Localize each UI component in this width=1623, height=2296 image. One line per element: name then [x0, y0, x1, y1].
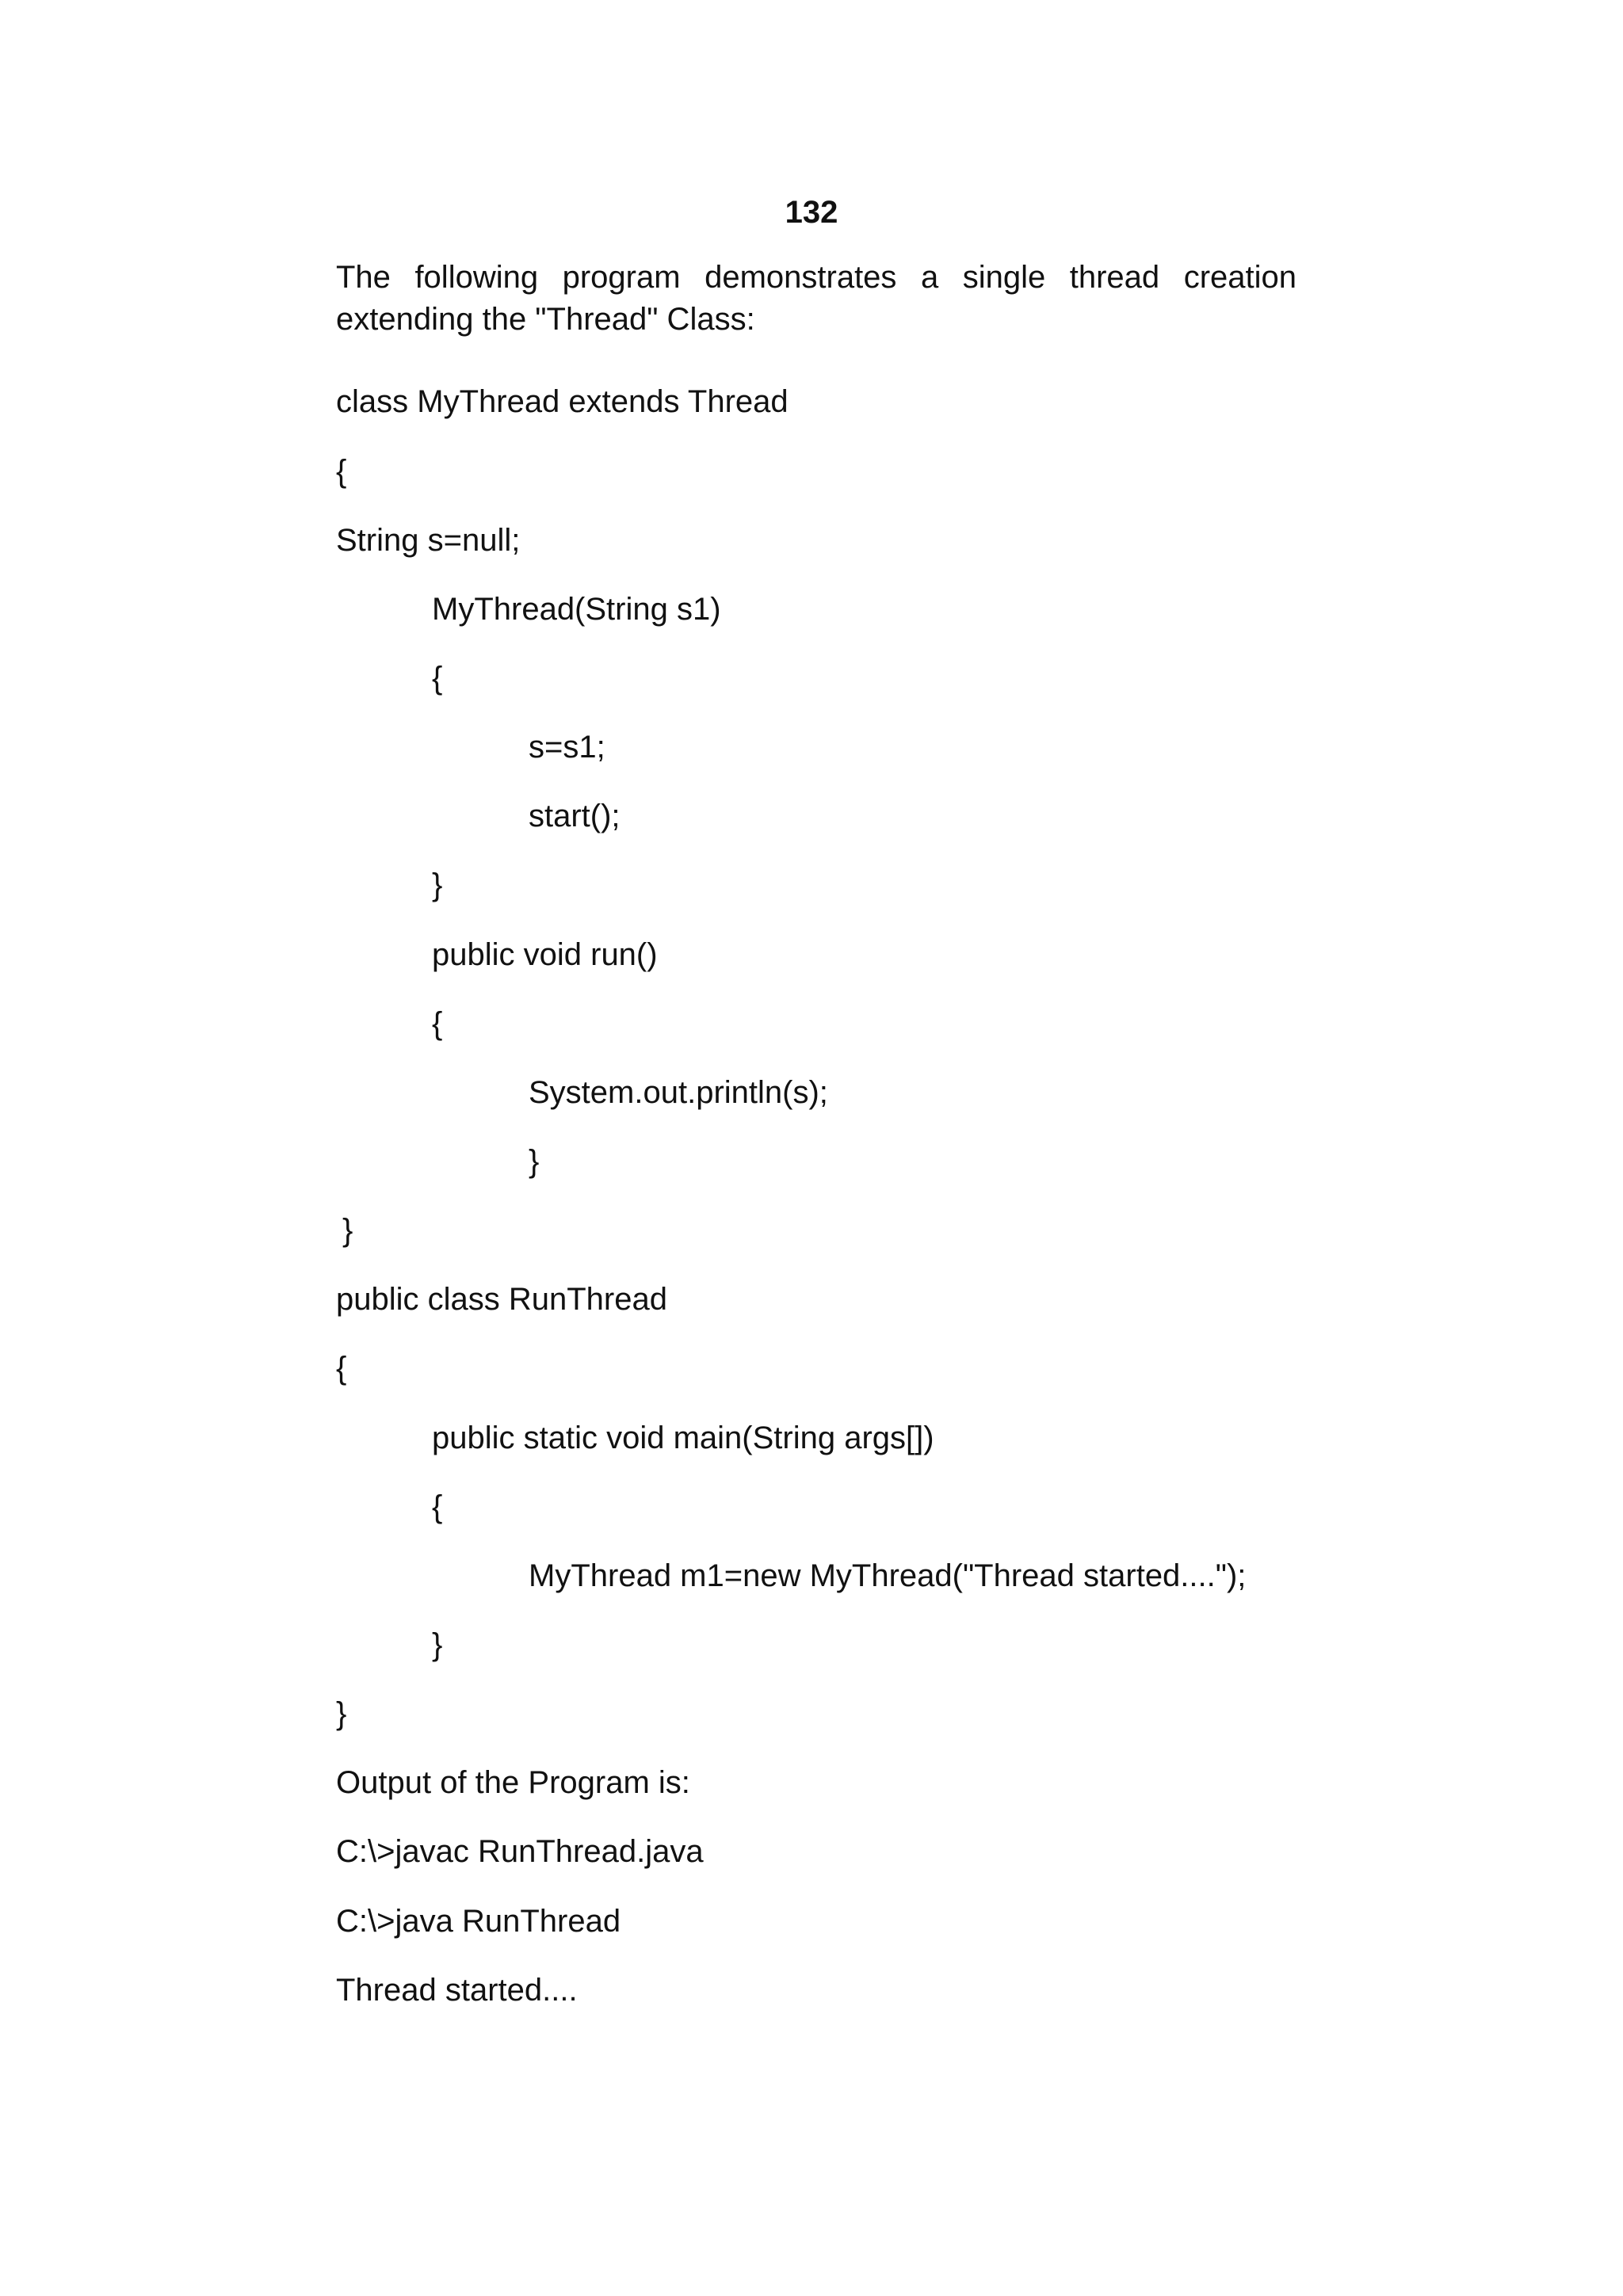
code-line: s=s1; — [529, 730, 605, 765]
code-line: } — [432, 868, 443, 902]
code-line: public void run() — [432, 937, 658, 972]
output-line: C:\>java RunThread — [336, 1904, 621, 1939]
code-line: } — [529, 1144, 540, 1179]
code-line: } — [336, 1696, 347, 1731]
code-line: System.out.println(s); — [529, 1075, 828, 1110]
output-line: Thread started.... — [336, 1973, 578, 2008]
code-line: } — [432, 1627, 443, 1662]
code-line: class MyThread extends Thread — [336, 384, 789, 419]
page-number: 132 — [785, 195, 838, 230]
code-line: { — [432, 1489, 443, 1524]
output-heading: Output of the Program is: — [336, 1765, 690, 1800]
code-line: MyThread m1=new MyThread("Thread started...."); — [529, 1558, 1247, 1593]
code-line: { — [432, 1006, 443, 1041]
code-line: String s=null; — [336, 523, 521, 558]
code-line: { — [336, 1351, 347, 1386]
code-line: public static void main(String args[]) — [432, 1421, 934, 1455]
code-line: { — [432, 661, 443, 696]
intro-paragraph: The following program demonstrates a single thread creation extending the "Thread" Class: — [336, 260, 1296, 337]
code-line: start(); — [529, 799, 621, 833]
code-line: } — [342, 1213, 353, 1248]
code-line: public class RunThread — [336, 1282, 667, 1317]
output-line: C:\>javac RunThread.java — [336, 1834, 704, 1869]
code-line: { — [336, 454, 347, 489]
code-line: MyThread(String s1) — [432, 592, 721, 627]
